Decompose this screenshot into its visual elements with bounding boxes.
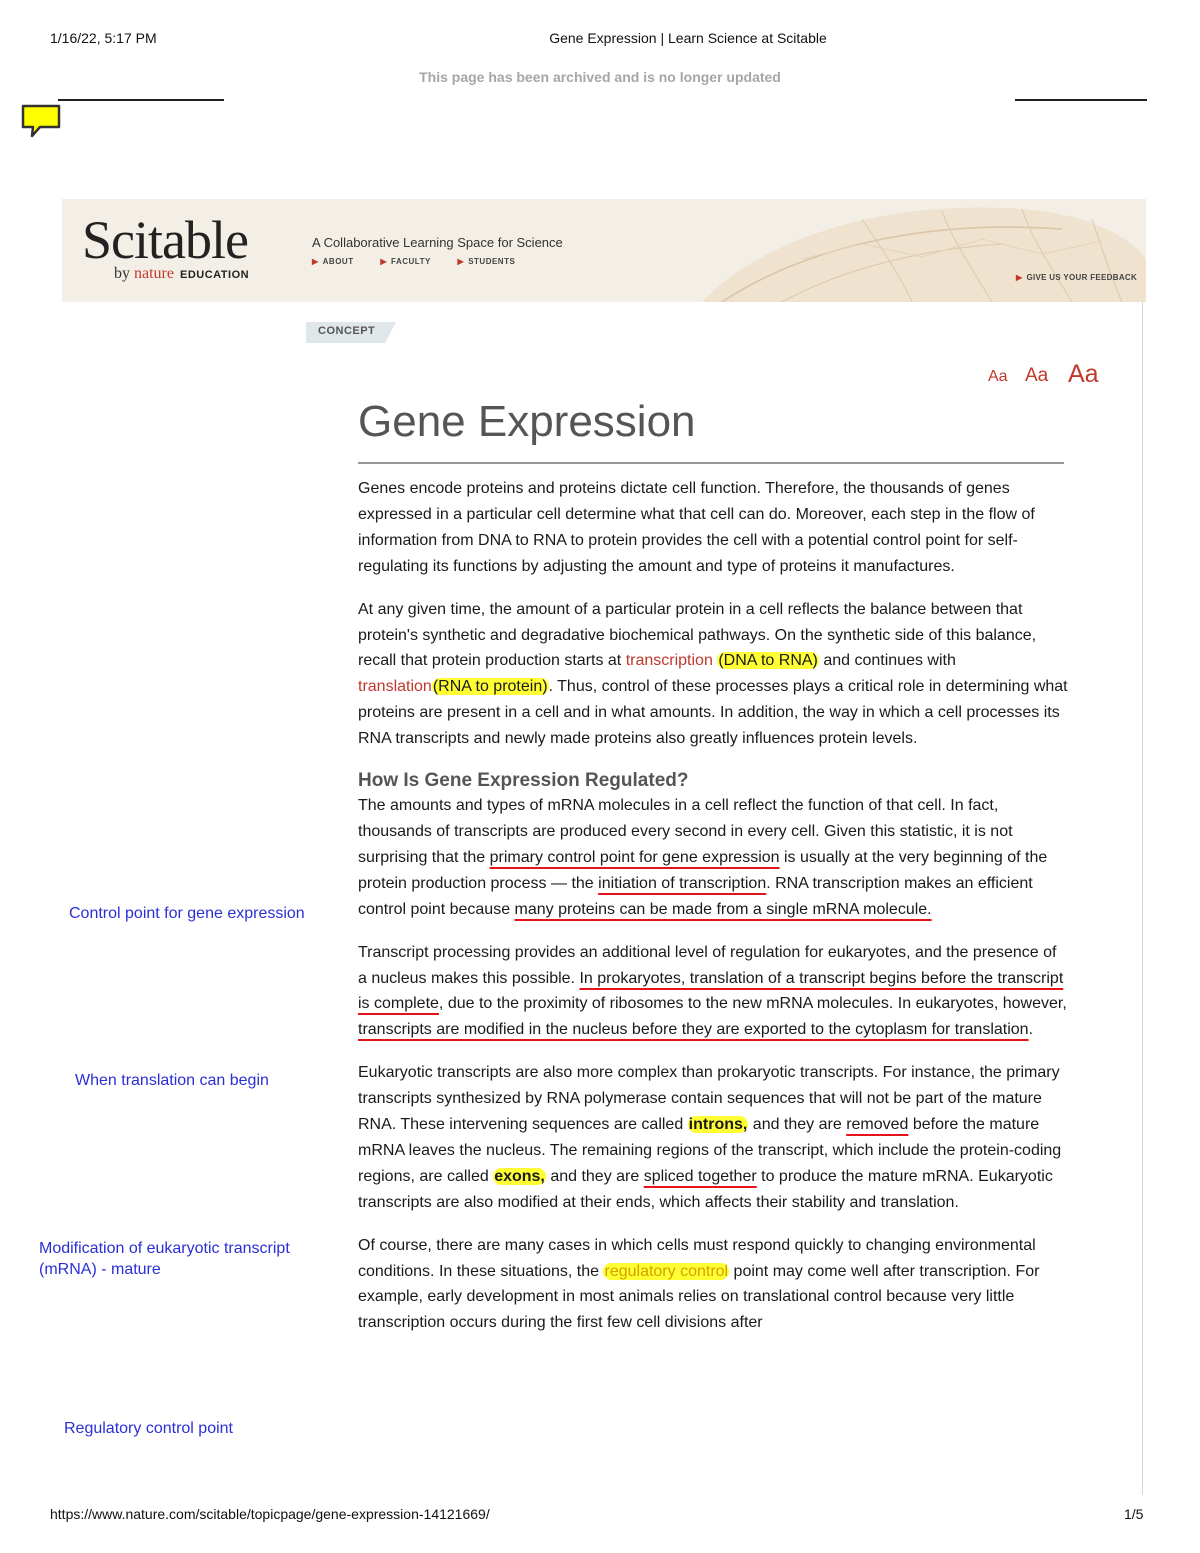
footer-page-number: 1/5 [1124,1506,1144,1522]
section-heading: How Is Gene Expression Regulated? [358,770,689,792]
text-run: . RNA transcription makes an efficient control point because [358,874,1033,918]
header-rule-right [1015,99,1147,101]
nav-about[interactable] [312,257,354,266]
text-run: and continues with [818,652,956,670]
footer-url: https://www.nature.com/scitable/topicpage/gene-expression-14121669/ [50,1506,490,1522]
underline-eukaryotes: transcripts are modified in the nucleus before they are exported to the cytoplasm for translation [358,1021,1029,1039]
archive-notice: This page has been archived and is no longer updated [419,69,781,85]
nav-faculty-label: FACULTY [391,257,431,266]
banner-nav [312,257,539,266]
text-run: is usually at the very beginning of the protein production process — the [358,848,1048,892]
concept-label: CONCEPT [318,325,376,337]
highlight-introns: introns, [688,1116,748,1134]
logo-education-text: EDUCATION [180,269,250,281]
text-run: The amounts and types of mRNA molecules in a cell reflect the function of that cell. In fact, thousands of transcripts are produced every second in every cell. Given this statistic, it is not surprising that the [358,797,1013,866]
underline-primary-control: primary control point for gene expression [489,848,780,866]
logo-nature-text: nature [134,265,174,282]
feedback-arrow-icon: ▶ [1016,273,1023,282]
print-page-title: Gene Expression | Learn Science at Scitable [549,30,827,46]
title-rule [358,462,1064,464]
print-date: 1/16/22, 5:17 PM [50,30,157,46]
highlight-rna-to-protein: (RNA to protein) [432,678,548,696]
margin-note-modification: Modification of eukaryotic transcript (mRNA) - mature [39,1240,290,1278]
text-size-large-button[interactable]: Aa [1068,360,1099,388]
margin-note-translation: When translation can begin [75,1072,269,1089]
feedback-link[interactable] [1016,273,1137,282]
site-banner [62,199,1146,302]
logo-by-text: by [114,265,130,282]
text-size-small-button[interactable]: Aa [988,368,1008,385]
text-run: point may come well after transcription. For example, early development in most animals relies on translational control because very little transcription occurs during the first few cell divisions after [358,1262,1040,1332]
article-body [358,476,1068,1353]
regulatory-control-link[interactable]: regulatory control [604,1262,729,1280]
paragraph-introns-exons [358,1060,1068,1215]
text-run: . Thus, control of these processes plays a critical role in determining what proteins are present in a cell and in what amounts. In addition, the way in which a cell processes its RNA transcripts and newly made proteins also greatly influences protein levels. [358,678,1068,748]
margin-note-control-point: Control point for gene expression [69,905,305,922]
scitable-logo[interactable]: Scitable [82,210,248,270]
paragraph-intro: Genes encode proteins and proteins dictate cell function. Therefore, the thousands of genes expressed in a particular cell determine what that cell can do. Moreover, each step in the flow of information from DNA to RNA to protein provides the cell with a potential control point for self-regulating its functions by adjusting the amount and type of proteins it manufactures. [358,480,1035,575]
margin-note-regulatory: Regulatory control point [64,1420,233,1437]
text-run: , due to the proximity of ribosomes to the new mRNA molecules. In eukaryotes, however, [438,995,1067,1013]
underline-prokaryotes: In prokaryotes, translation of a transcript begins before the transcript is complete [358,969,1064,1013]
nav-about-label: ABOUT [322,257,354,266]
text-run: At any given time, the amount of a particular protein in a cell reflects the balance between that protein's synthetic and degradative biochemical pathways. On the synthetic side of this balance, recall that protein production starts at [358,600,1037,670]
text-run: Of course, there are many cases in which cells must respond quickly to changing environmental conditions. In these situations, the [358,1236,1036,1280]
article-title: Gene Expression [358,397,696,446]
site-tagline: A Collaborative Learning Space for Science [312,235,563,250]
nav-students[interactable] [458,257,516,266]
header-rule-left [58,99,224,101]
text-run: to produce the mature mRNA. Eukaryotic transcripts are also modified at their ends, which affects their stability and translation. [358,1167,1053,1211]
paragraph-processing [358,940,1068,1044]
underline-spliced: spliced together [643,1167,757,1185]
text-run: Transcript processing provides an additional level of regulation for eukaryotes, and the presence of a nucleus makes this possible. [358,943,1057,987]
text-run: and they are [545,1167,644,1185]
text-run: and they are [748,1116,847,1134]
nav-students-label: STUDENTS [468,257,516,266]
text-size-medium-button[interactable]: Aa [1025,365,1049,386]
highlight-dna-to-rna: (DNA to RNA) [718,652,818,670]
feedback-label: GIVE US YOUR FEEDBACK [1026,273,1138,282]
nav-arrow-icon: ▶ [380,257,387,266]
comment-icon[interactable] [20,103,62,139]
text-run: before the mature mRNA leaves the nucleus. The remaining regions of the transcript, which include the protein-coding regions, are called [358,1116,1062,1185]
paragraph-regulatory [358,1233,1068,1337]
underline-initiation: initiation of transcription [598,874,767,892]
underline-removed: removed [846,1116,909,1134]
nav-arrow-icon: ▶ [312,257,319,266]
paragraph-regulation [358,793,1068,923]
paragraph-balance [358,597,1068,752]
underline-many-proteins: many proteins can be made from a single mRNA molecule. [514,900,932,918]
nav-arrow-icon: ▶ [457,257,465,266]
text-run: . [1028,1021,1034,1039]
transcription-link[interactable]: transcription [625,652,713,670]
text-run: Eukaryotic transcripts are also more complex than prokaryotic transcripts. For instance, the primary transcripts synthesized by RNA polymerase contain sequences that will not be part of the mature RNA. These intervening sequences are called [358,1064,1060,1134]
translation-link[interactable]: translation [358,678,432,696]
nav-faculty[interactable] [380,257,430,266]
highlight-exons: exons, [494,1167,545,1185]
content-border [1142,302,1143,1495]
